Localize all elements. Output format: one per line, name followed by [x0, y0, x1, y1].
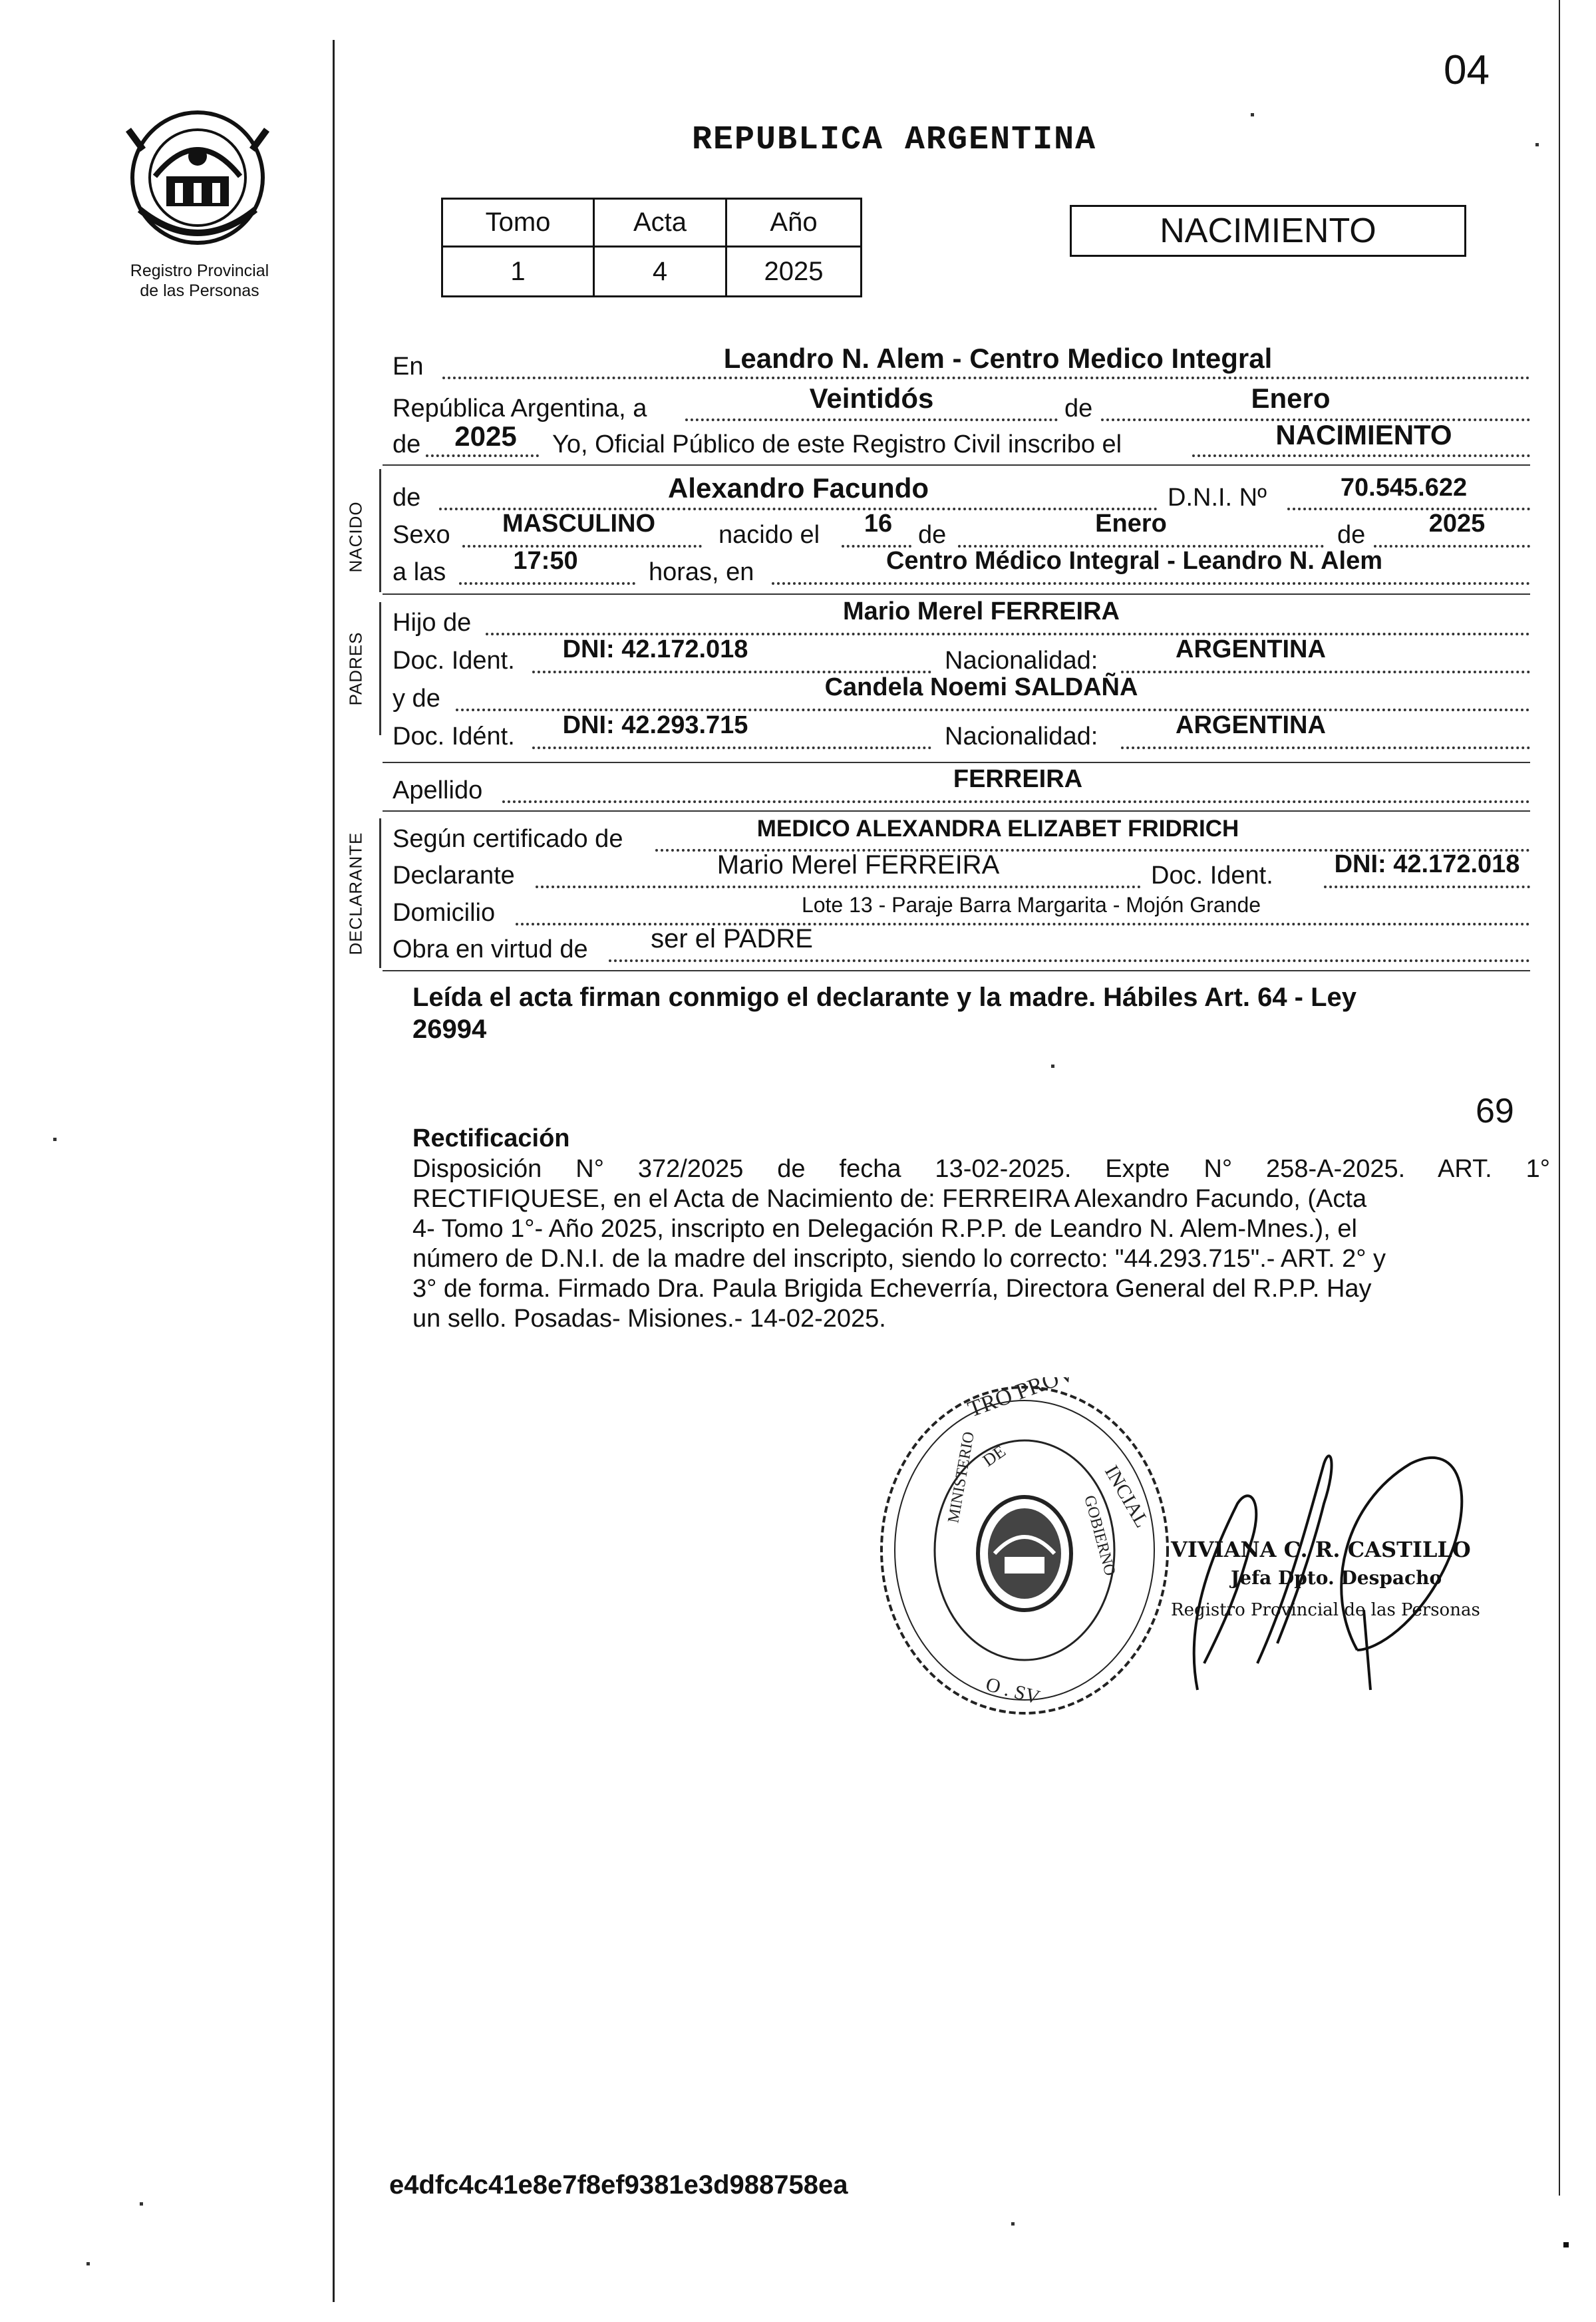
value-madre-nac: ARGENTINA	[1176, 711, 1326, 739]
closing-text	[412, 981, 1357, 1045]
seal-emblem-icon	[123, 103, 273, 253]
dotted-line	[609, 959, 1530, 962]
scan-speck	[140, 2202, 143, 2206]
label-en: En	[393, 353, 424, 381]
label-apellido: Apellido	[393, 776, 483, 804]
value-madre: Candela Noemi SALDAÑA	[824, 673, 1138, 701]
rectificacion-line: número de D.N.I. de la madre del inscripto, siendo lo correcto: "44.293.715".- ART. 2° y	[412, 1245, 1386, 1273]
margin-number: 69	[1476, 1092, 1514, 1130]
label-de-nombre: de	[393, 484, 421, 512]
province-seal-logo	[123, 103, 273, 253]
value-nombre: Alexandro Facundo	[667, 472, 929, 504]
acta-value-tomo: 1	[442, 247, 594, 297]
label-obra: Obra en virtud de	[393, 935, 588, 963]
scan-speck	[1535, 143, 1539, 146]
official-stamp-icon	[872, 1377, 1178, 1723]
section-declarante: DECLARANTE	[345, 832, 366, 955]
value-madre-doc: DNI: 42.293.715	[562, 711, 748, 739]
value-obra: ser el PADRE	[651, 924, 813, 953]
section-nacido: NACIDO	[345, 501, 366, 573]
value-domicilio: Lote 13 - Paraje Barra Margarita - Mojón Grande	[801, 893, 1261, 917]
label-dni: D.N.I. Nº	[1168, 484, 1267, 512]
label-horas-en: horas, en	[649, 558, 754, 586]
separator-line	[383, 762, 1530, 763]
scan-speck	[53, 1138, 57, 1141]
svg-text:MINISTERIO: MINISTERIO	[945, 1430, 978, 1525]
label-doc-ident1: Doc. Ident.	[393, 647, 515, 675]
rectificacion-line: 3° de forma. Firmado Dra. Paula Brigida Echeverría, Directora General del R.P.P. Hay	[412, 1275, 1372, 1303]
signature	[1158, 1424, 1530, 1737]
svg-text:TRO PROV: TRO PROV	[965, 1377, 1078, 1422]
label-republica: República Argentina, a	[393, 395, 647, 422]
dotted-line	[442, 377, 1530, 379]
scan-speck	[1051, 1065, 1054, 1068]
rectificacion-line: 4- Tomo 1°- Año 2025, inscripto en Delegación R.P.P. de Leandro N. Alem-Mnes.), el	[412, 1215, 1357, 1243]
value-lugar: Leandro N. Alem - Centro Medico Integral	[723, 343, 1273, 374]
label-a-las: a las	[393, 558, 446, 586]
rectificacion-line: Disposición N° 372/2025 de fecha 13-02-2025. Expte N° 258-A-2025. ART. 1°	[412, 1155, 1550, 1183]
label-hijo-de: Hijo de	[393, 609, 472, 637]
label-yo: Yo, Oficial Público de este Registro Civil inscribo el	[552, 430, 1122, 458]
value-anio: 2025	[454, 420, 517, 452]
rectificacion-title: Rectificación	[412, 1124, 570, 1152]
value-padre: Mario Merel FERREIRA	[843, 597, 1120, 625]
page-number: 04	[1444, 47, 1490, 93]
label-de-anio: de	[1337, 521, 1366, 549]
dotted-line	[502, 800, 1530, 803]
separator-line	[383, 464, 1530, 466]
value-dia-nac: 16	[864, 510, 893, 538]
value-sexo: MASCULINO	[502, 510, 656, 538]
value-certificado: MEDICO ALEXANDRA ELIZABET FRIDRICH	[756, 816, 1239, 842]
record-type: NACIMIENTO	[1160, 212, 1376, 250]
closing-line-1: Leída el acta firman conmigo el declarante y la madre. Hábiles Art. 64 - Ley	[412, 983, 1357, 1012]
country-title: REPUBLICA ARGENTINA	[692, 121, 1097, 159]
acta-header-anio: Año	[726, 199, 862, 247]
value-apellido: FERREIRA	[953, 765, 1083, 793]
separator-line	[383, 970, 1530, 971]
scan-speck	[1011, 2222, 1015, 2226]
value-padre-nac: ARGENTINA	[1176, 635, 1326, 663]
record-type-box	[1070, 205, 1466, 257]
dotted-line	[532, 746, 931, 749]
signature-office: Registro Provincial de las Personas	[1171, 1600, 1480, 1620]
registry-name-line1: Registro Provincial	[130, 261, 269, 280]
label-nacionalidad2: Nacionalidad:	[945, 723, 1098, 750]
dotted-line	[1324, 886, 1530, 888]
rectificacion-line: RECTIFIQUESE, en el Acta de Nacimiento de: FERREIRA Alexandro Facundo, (Acta	[412, 1185, 1367, 1213]
svg-text:DE: DE	[979, 1441, 1009, 1470]
dotted-line	[459, 582, 635, 585]
left-margin-line	[333, 40, 335, 2302]
svg-text:INCIAL: INCIAL	[1100, 1462, 1154, 1532]
closing-line-2: 26994	[412, 1015, 487, 1044]
official-stamp	[872, 1377, 1178, 1723]
scan-speck	[1251, 113, 1254, 116]
rectificacion-body	[412, 1154, 1550, 1334]
acta-table	[441, 198, 862, 297]
scan-speck	[1563, 2242, 1569, 2247]
scan-speck	[86, 2262, 90, 2265]
value-hora: 17:50	[513, 547, 578, 575]
dotted-line	[1121, 746, 1530, 749]
value-lugar-nac: Centro Médico Integral - Leandro N. Alem	[885, 547, 1382, 575]
label-nacido-el: nacido el	[718, 521, 820, 549]
value-declarante: Mario Merel FERREIRA	[717, 850, 1000, 880]
label-declarante: Declarante	[393, 862, 515, 890]
acta-value-anio: 2025	[726, 247, 862, 297]
separator-line	[383, 810, 1530, 812]
label-de: de	[1064, 395, 1093, 422]
label-segun: Según certificado de	[393, 825, 623, 853]
value-mes: Enero	[1251, 383, 1331, 414]
acta-header-tomo: Tomo	[442, 199, 594, 247]
dotted-line	[1121, 671, 1530, 673]
acta-value-acta: 4	[594, 247, 726, 297]
label-doc-ident2: Doc. Idént.	[393, 723, 515, 750]
label-de2: de	[393, 430, 421, 458]
section-bracket	[379, 469, 381, 592]
value-padre-doc: DNI: 42.172.018	[562, 635, 748, 663]
dotted-line	[685, 418, 1058, 421]
value-dia: Veintidós	[809, 383, 934, 414]
section-bracket	[379, 602, 381, 735]
separator-line	[383, 593, 1530, 595]
signature-name: VIVIANA C. R. CASTILLO	[1171, 1537, 1471, 1562]
value-dni: 70.545.622	[1340, 474, 1468, 502]
document-hash: e4dfc4c41e8e7f8ef9381e3d988758ea	[389, 2170, 848, 2200]
svg-text:GOBIERNO: GOBIERNO	[1080, 1493, 1119, 1578]
label-de-mes: de	[918, 521, 947, 549]
value-anio-nac: 2025	[1428, 510, 1486, 538]
registry-name-line2: de las Personas	[140, 281, 259, 300]
label-doc-ident3: Doc. Ident.	[1151, 862, 1273, 890]
registry-name	[100, 261, 299, 301]
label-domicilio: Domicilio	[393, 899, 496, 927]
acta-header-acta: Acta	[594, 199, 726, 247]
section-bracket	[379, 818, 381, 968]
value-declarante-doc: DNI: 42.172.018	[1334, 850, 1520, 878]
rectificacion-line: un sello. Posadas- Misiones.- 14-02-2025.	[412, 1305, 886, 1333]
dotted-line	[426, 454, 539, 457]
value-inscripcion: NACIMIENTO	[1275, 419, 1452, 450]
label-y-de: y de	[393, 685, 440, 713]
signature-title: Jefa Dpto. Despacho	[1231, 1567, 1442, 1589]
dotted-line	[1192, 454, 1530, 457]
right-margin-line	[1559, 0, 1560, 2196]
label-nacionalidad1: Nacionalidad:	[945, 647, 1098, 675]
value-mes-nac: Enero	[1095, 510, 1167, 538]
dotted-line	[536, 886, 1141, 888]
svg-text:O . SV: O . SV	[983, 1673, 1042, 1709]
dotted-line	[772, 582, 1530, 585]
section-padres: PADRES	[345, 631, 366, 706]
label-sexo: Sexo	[393, 521, 450, 549]
